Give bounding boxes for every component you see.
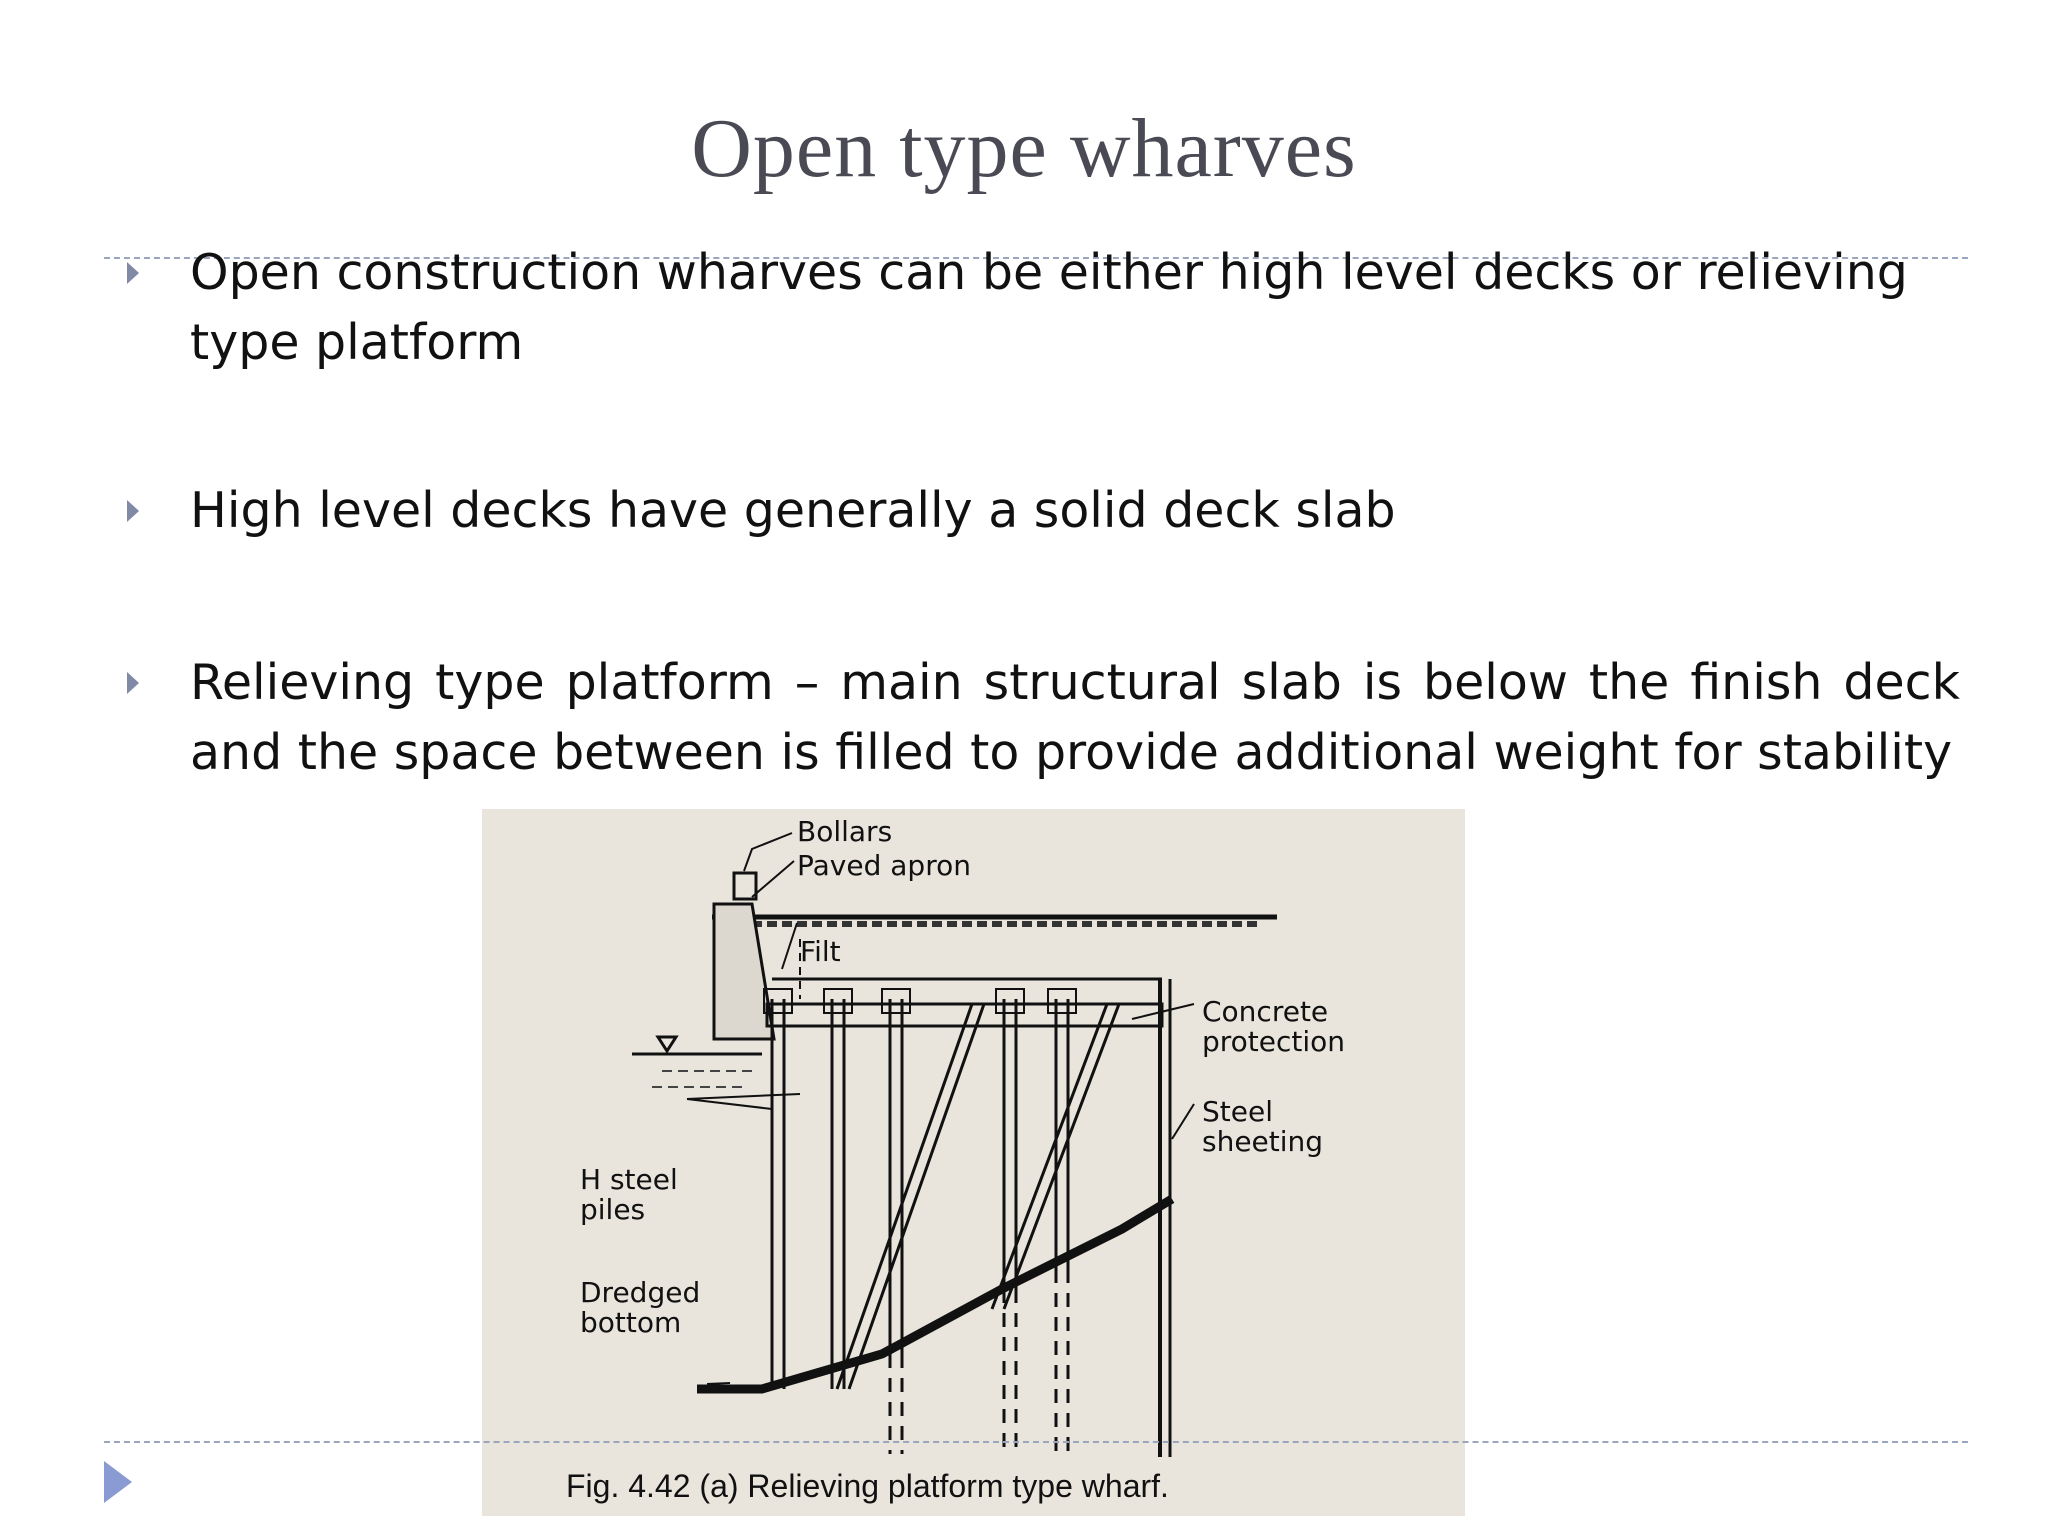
label-paved-apron: Paved apron [797,849,971,882]
bullet-text: High level decks have generally a solid deck slab [190,482,1396,539]
label-piles: piles [580,1193,646,1226]
bullet-item [120,238,1960,378]
bullet-item [120,476,1960,546]
bullet-item [120,648,1960,788]
bullet-list [120,238,1960,788]
corner-triangle-icon [104,1461,132,1503]
label-concrete: Concrete [1202,995,1329,1028]
label-bottom: bottom [580,1306,682,1339]
wharf-figure [482,809,1465,1516]
label-filt: Filt [800,935,841,968]
label-steel: Steel [1202,1095,1273,1128]
label-dredged: Dredged [580,1276,701,1309]
figure-caption: Fig. 4.42 (a) Relieving platform type wharf. [566,1468,1169,1504]
bullet-text: Open construction wharves can be either high level decks or relieving type platform [190,244,1908,371]
label-bollars: Bollars [797,815,893,848]
wharf-diagram [482,809,1465,1516]
bullet-triangle-icon [127,672,139,694]
relieving-wall [714,904,774,1039]
label-sheeting: sheeting [1202,1125,1324,1158]
dredged-bottom-slope [697,1199,1172,1389]
label-protection: protection [1202,1025,1346,1058]
bullet-triangle-icon [127,500,139,522]
bullet-triangle-icon [127,262,139,284]
water-level-marker [658,1037,676,1051]
bottom-divider [104,1441,1968,1443]
bullet-text: Relieving type platform – main structural slab is below the finish deck and the space between is filled to provide additional weight for stability [190,654,1960,781]
slide-title: Open type wharves [691,102,1357,195]
label-h-steel: H steel [580,1163,678,1196]
